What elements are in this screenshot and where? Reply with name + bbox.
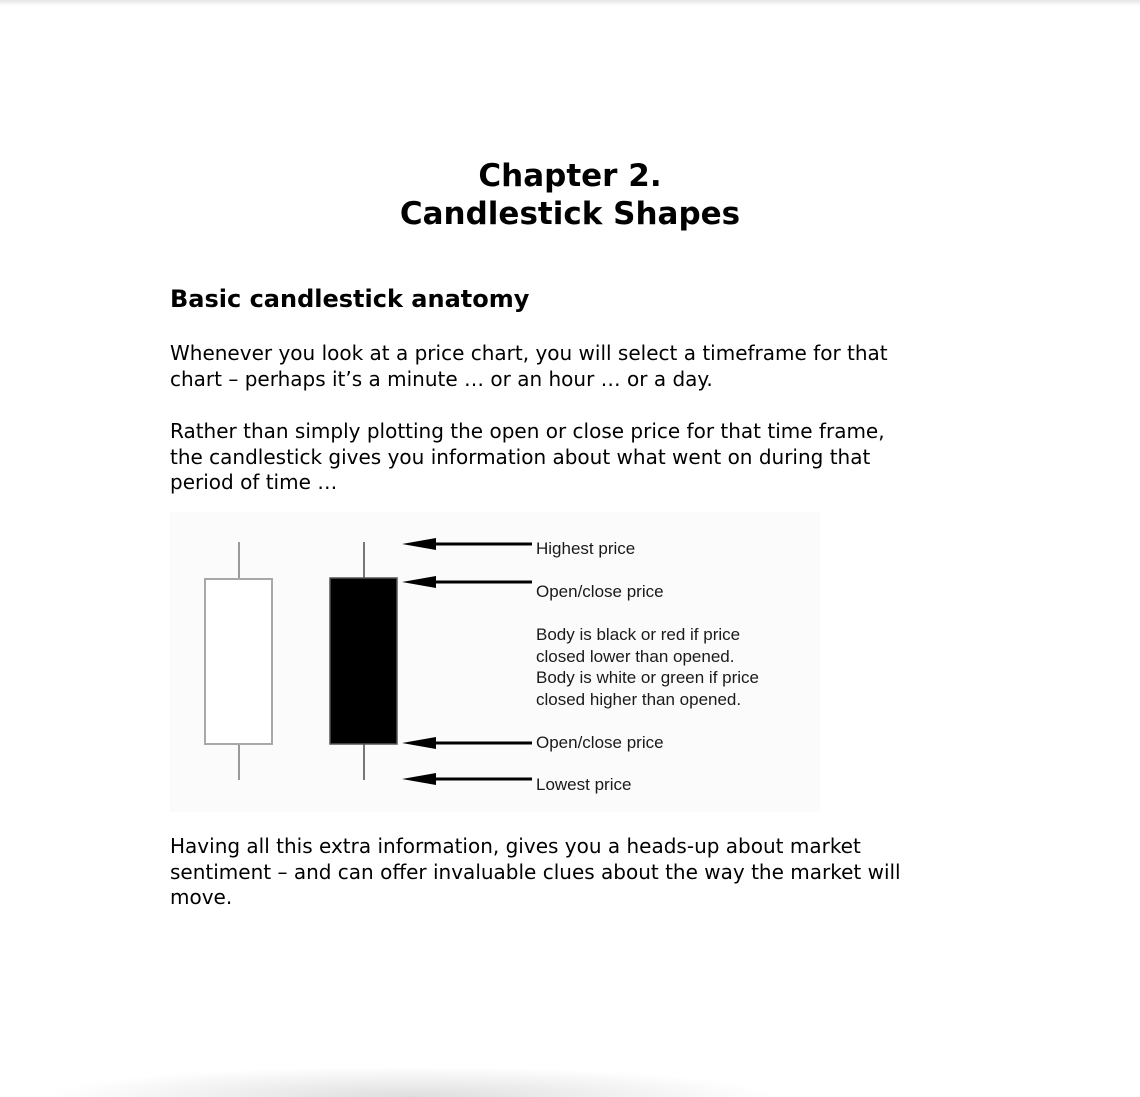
body-note-line: closed lower than opened. (536, 646, 735, 666)
highest-price-arrow-icon (402, 538, 532, 550)
label-highest-price: Highest price (536, 539, 636, 558)
chapter-name: Candlestick Shapes (399, 196, 741, 232)
page-top-edge (0, 0, 1140, 6)
paragraph-line: Having all this extra information, gives you a heads-up about market (170, 834, 861, 858)
body-note-line: Body is black or red if price (536, 625, 741, 644)
open-close-bottom-arrow-icon (402, 737, 532, 749)
body-note-line: closed higher than opened. (536, 689, 742, 709)
explanation-paragraph (170, 419, 970, 496)
label-open-close-top: Open/close price (536, 582, 664, 601)
chapter-number: Chapter 2. (478, 158, 662, 194)
section-heading: Basic candlestick anatomy (170, 285, 530, 313)
lowest-price-arrow-icon (402, 773, 532, 785)
open-close-top-arrow-icon (402, 576, 532, 588)
paragraph-line: period of time … (170, 470, 338, 494)
conclusion-paragraph (170, 834, 970, 911)
candlestick-anatomy-diagram (170, 512, 820, 812)
paragraph-line: move. (170, 885, 233, 909)
intro-paragraph (170, 341, 970, 392)
chapter-title (0, 157, 1140, 233)
paragraph-line: chart – perhaps it’s a minute … or an hour … or a day. (170, 366, 713, 391)
body-note-line: Body is white or green if price (536, 668, 759, 687)
paragraph-line: sentiment – and can offer invaluable clues about the way the market will (170, 859, 901, 884)
bearish-candle-body (330, 578, 397, 744)
bullish-candle-body (205, 579, 272, 744)
label-lowest-price: Lowest price (536, 775, 632, 794)
paragraph-line: the candlestick gives you information about what went on during that (170, 444, 871, 469)
page-bottom-shadow (40, 1066, 780, 1097)
paragraph-line: Whenever you look at a price chart, you will select a timeframe for that (170, 341, 888, 365)
label-open-close-bottom: Open/close price (536, 733, 664, 752)
paragraph-line: Rather than simply plotting the open or close price for that time frame, (170, 419, 885, 443)
label-body-note (536, 624, 759, 710)
